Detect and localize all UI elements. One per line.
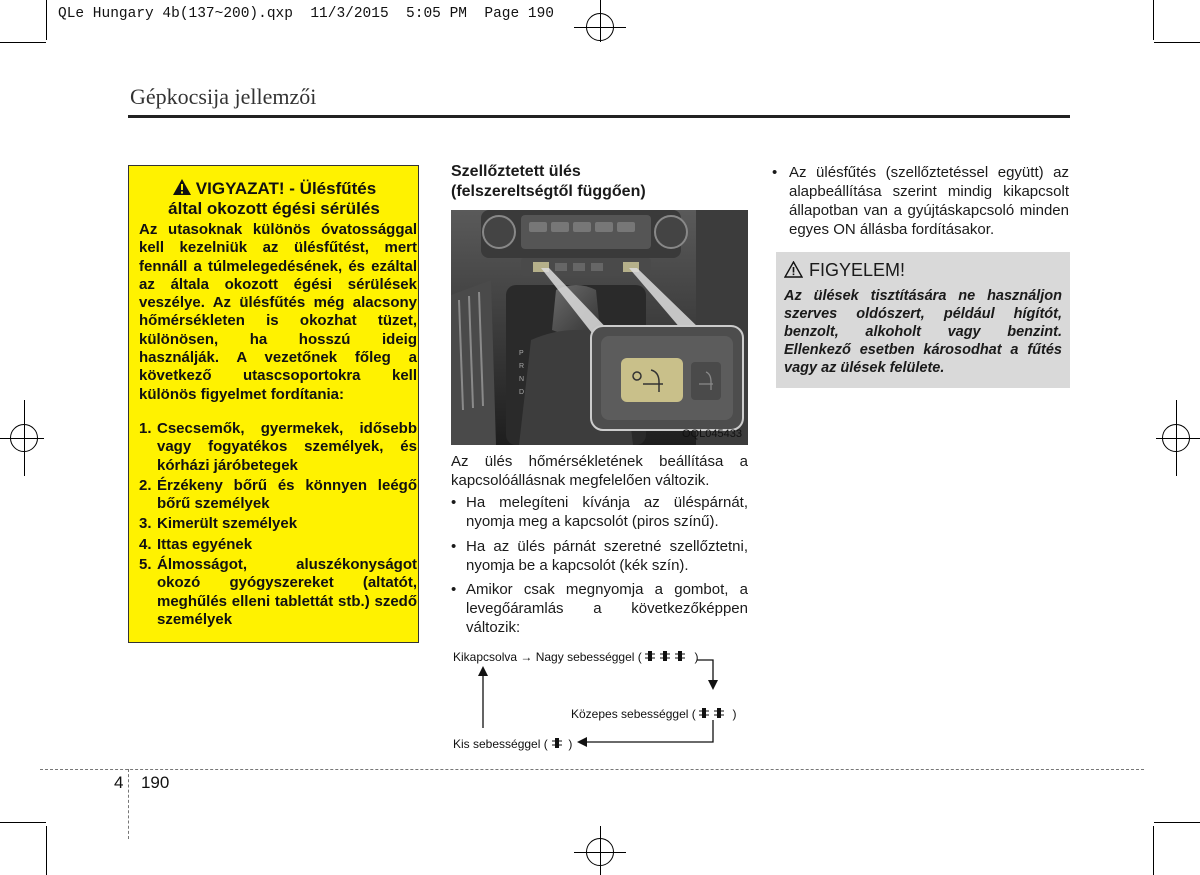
bullet-text: Ha melegíteni kívánja az üléspárnát, nyomja meg a kapcsolót (piros színű). [466, 494, 748, 530]
flow-medium-label: Közepes sebességgel ( [571, 707, 696, 721]
list-item-text: Kimerült személyek [157, 515, 298, 533]
svg-text:R: R [519, 363, 525, 370]
bullet-dot: • [451, 581, 457, 598]
flow-arrows [440, 650, 740, 760]
flow-off-label: Kikapcsolva [453, 650, 518, 664]
bullet-dot: • [772, 164, 778, 181]
ventilated-seat-heading [451, 162, 751, 202]
flow-low-label: Kis sebességgel ( [453, 737, 548, 751]
list-item-text: Csecsemők, gyermekek, idősebb vagy fogyatékos személyek, és kórházi járóbetegek [157, 420, 417, 474]
note-title-text: FIGYELEM! [809, 260, 906, 280]
list-item [139, 536, 417, 554]
flow-high-label: Nagy sebességgel ( [535, 650, 642, 664]
warning-box [128, 165, 419, 643]
list-item-number: 3. [139, 515, 152, 533]
svg-text:N: N [519, 376, 525, 383]
intro-paragraph: Az ülés hőmérsékletének beállítása a kapcsolóállásnak megfelelően változik. [451, 453, 748, 489]
page-number [114, 773, 169, 793]
arrow-right-icon: → [520, 650, 536, 664]
list-item [451, 580, 748, 640]
section-title: Gépkocsija jellemzői [130, 84, 317, 109]
list-item [139, 477, 417, 514]
heading-line1: Szellőztetett ülés [451, 163, 581, 180]
list-item-text: Érzékeny bőrű és könnyen leégő bőrű személyek [157, 476, 417, 513]
chapter-number: 4 [114, 773, 124, 792]
footer-divider [40, 769, 1144, 770]
svg-text:P: P [519, 350, 524, 357]
list-item-text: Ittas egyének [157, 535, 253, 553]
list-item-number: 2. [139, 476, 152, 494]
title-rule [128, 115, 1070, 118]
bullet-text: Amikor csak megnyomja a gombot, a levegőáramlás a következőképpen változik: [466, 581, 748, 636]
warning-list [139, 420, 417, 631]
image-code: OQL045433 [682, 428, 742, 440]
warning-title-line1: VIGYAZAT! - Ülésfűtés [195, 179, 377, 198]
svg-text:D: D [519, 389, 525, 396]
flow-bottom-row: Kis sebességgel ( ) [453, 737, 573, 751]
list-item [451, 537, 748, 577]
warning-title-line2: által okozott égési sérülés [168, 199, 380, 218]
flow-middle-row: Közepes sebességgel ( ) [571, 707, 737, 721]
list-item [139, 420, 417, 475]
bullet-dot: • [451, 538, 457, 555]
list-item-number: 5. [139, 556, 152, 574]
caution-note-box [776, 252, 1070, 388]
page-number-value: 190 [140, 773, 170, 792]
console-photo [451, 210, 748, 445]
list-item [139, 515, 417, 533]
list-item-number: 1. [139, 420, 152, 437]
caution-triangle-icon [784, 261, 803, 278]
list-item [451, 493, 748, 533]
bullet-text: Az ülésfűtés (szellőztetéssel együtt) az alapbeállítása szerint mindig kikapcsolt állapotban van a gyújtáskapcsoló minden egyes ON állásba fordításakor. [789, 164, 1069, 238]
bullet-text: Ha az ülés párnát szeretné szellőztetni, nyomja be a kapcsolót (kék szín). [466, 538, 748, 574]
note-title [784, 260, 905, 281]
note-text: Az ülések tisztítására ne használjon szerves oldószert, például hígítót, benzolt, alkoholt vagy benzint. Ellenkező esetben károsodhat a fűtés vagy az ülések felülete. [784, 288, 1062, 376]
list-item [139, 556, 417, 629]
warning-title [143, 178, 405, 219]
list-item-text: Álmosságot, aluszékonyságot okozó gyógyszereket (altatót, meghűlés elleni tablettát stb.) szedő személyek [157, 556, 417, 628]
console-illustration [451, 210, 748, 445]
warning-text: Az utasoknak különös óvatossággal kell kezelniük az ülésfűtést, mert fennáll a túlmelegedésének, és ezáltal az általa okozott égési sérülések veszélye. Az ülésfűtés még alacsony hőmérsékleten is okozhat tüzet, különösen, ha hosszú ideig használják. A vezetőnek főleg a következő utascsoportokra kell különös figyelmet fordítania: [139, 221, 417, 403]
warning-triangle-icon [172, 178, 192, 196]
list-item-number: 4. [139, 535, 152, 553]
bullet-dot: • [451, 494, 457, 511]
heading-line2: (felszereltségtől függően) [451, 183, 646, 200]
print-slug: QLe Hungary 4b(137~200).qxp 11/3/2015 5:05 PM Page 190 [58, 6, 554, 22]
flow-top-row: Kikapcsolva → Nagy sebességgel ( ) [453, 650, 699, 664]
